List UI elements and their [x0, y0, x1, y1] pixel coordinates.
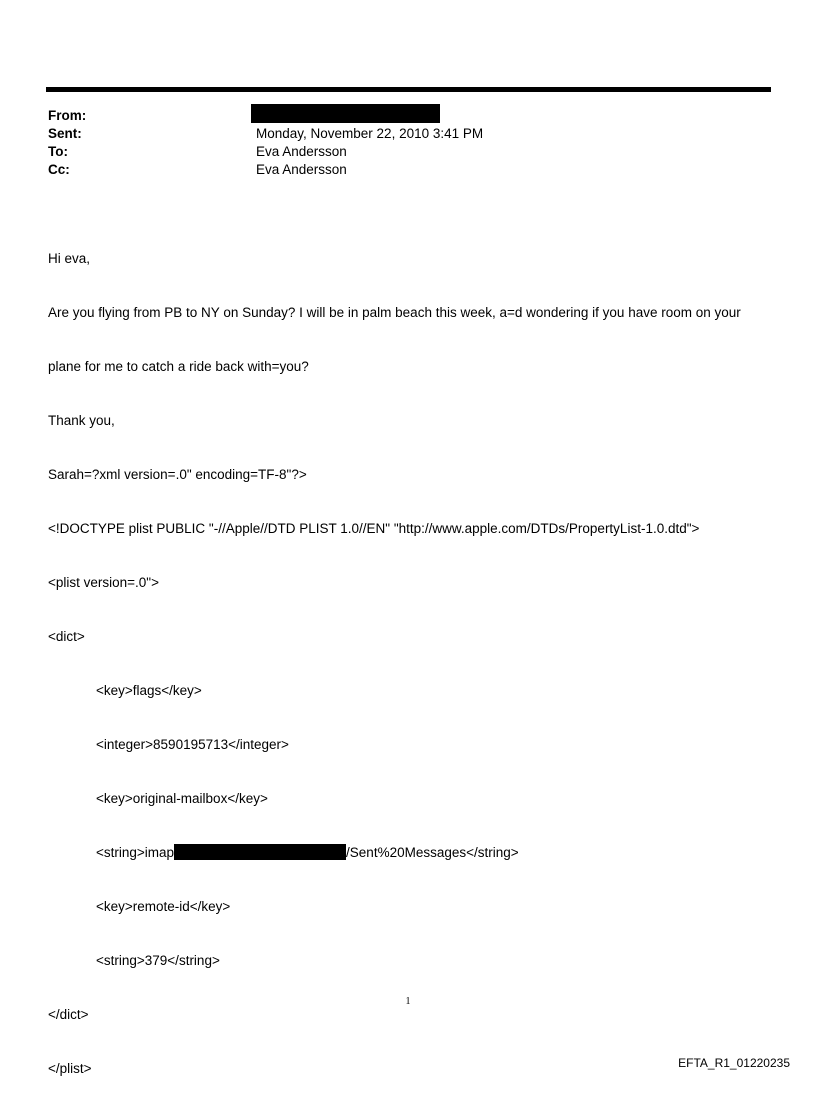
from-label: From:: [48, 108, 87, 123]
dict-line: <key>original-mailbox</key>: [96, 791, 268, 806]
to-value: Eva Andersson: [256, 144, 347, 159]
dict-line: <integer>8590195713</integer>: [96, 737, 289, 752]
sent-label: Sent:: [48, 126, 82, 141]
dict-line: <key>flags</key>: [96, 683, 202, 698]
body-line: Thank you,: [48, 413, 115, 428]
bates-number: EFTA_R1_01220235: [678, 1056, 790, 1070]
string-prefix: <string>imap: [96, 845, 175, 860]
email-body: [48, 214, 768, 1096]
mailbox-redaction: [174, 844, 346, 860]
cc-value: Eva Andersson: [256, 162, 347, 177]
page-number: 1: [405, 996, 411, 1007]
header-divider: [46, 87, 771, 92]
from-redaction: [251, 104, 440, 123]
body-line: Hi eva,: [48, 251, 91, 266]
sent-value: Monday, November 22, 2010 3:41 PM: [256, 126, 484, 141]
cc-label: Cc:: [48, 162, 70, 177]
dict-line: <key>remote-id</key>: [96, 899, 231, 914]
body-line: Are you flying from PB to NY on Sunday? I will be in palm beach this week, a=d wondering if you have room on your: [48, 305, 741, 320]
body-line: <plist version=.0">: [48, 575, 159, 590]
to-label: To:: [48, 144, 68, 159]
closing-line: </plist>: [48, 1061, 92, 1076]
dict-string-line: [48, 844, 768, 862]
body-line: Sarah=?xml version=.0" encoding=TF-8"?>: [48, 467, 307, 482]
dict-line: <string>379</string>: [96, 953, 220, 968]
body-line: <!DOCTYPE plist PUBLIC "-//Apple//DTD PLIST 1.0//EN" "http://www.apple.com/DTDs/PropertyList-1.0.dtd">: [48, 521, 700, 536]
body-line: plane for me to catch a ride back with=you?: [48, 359, 309, 374]
string-suffix: /Sent%20Messages</string>: [346, 845, 519, 860]
body-line: <dict>: [48, 629, 85, 644]
closing-line: </dict>: [48, 1007, 89, 1022]
